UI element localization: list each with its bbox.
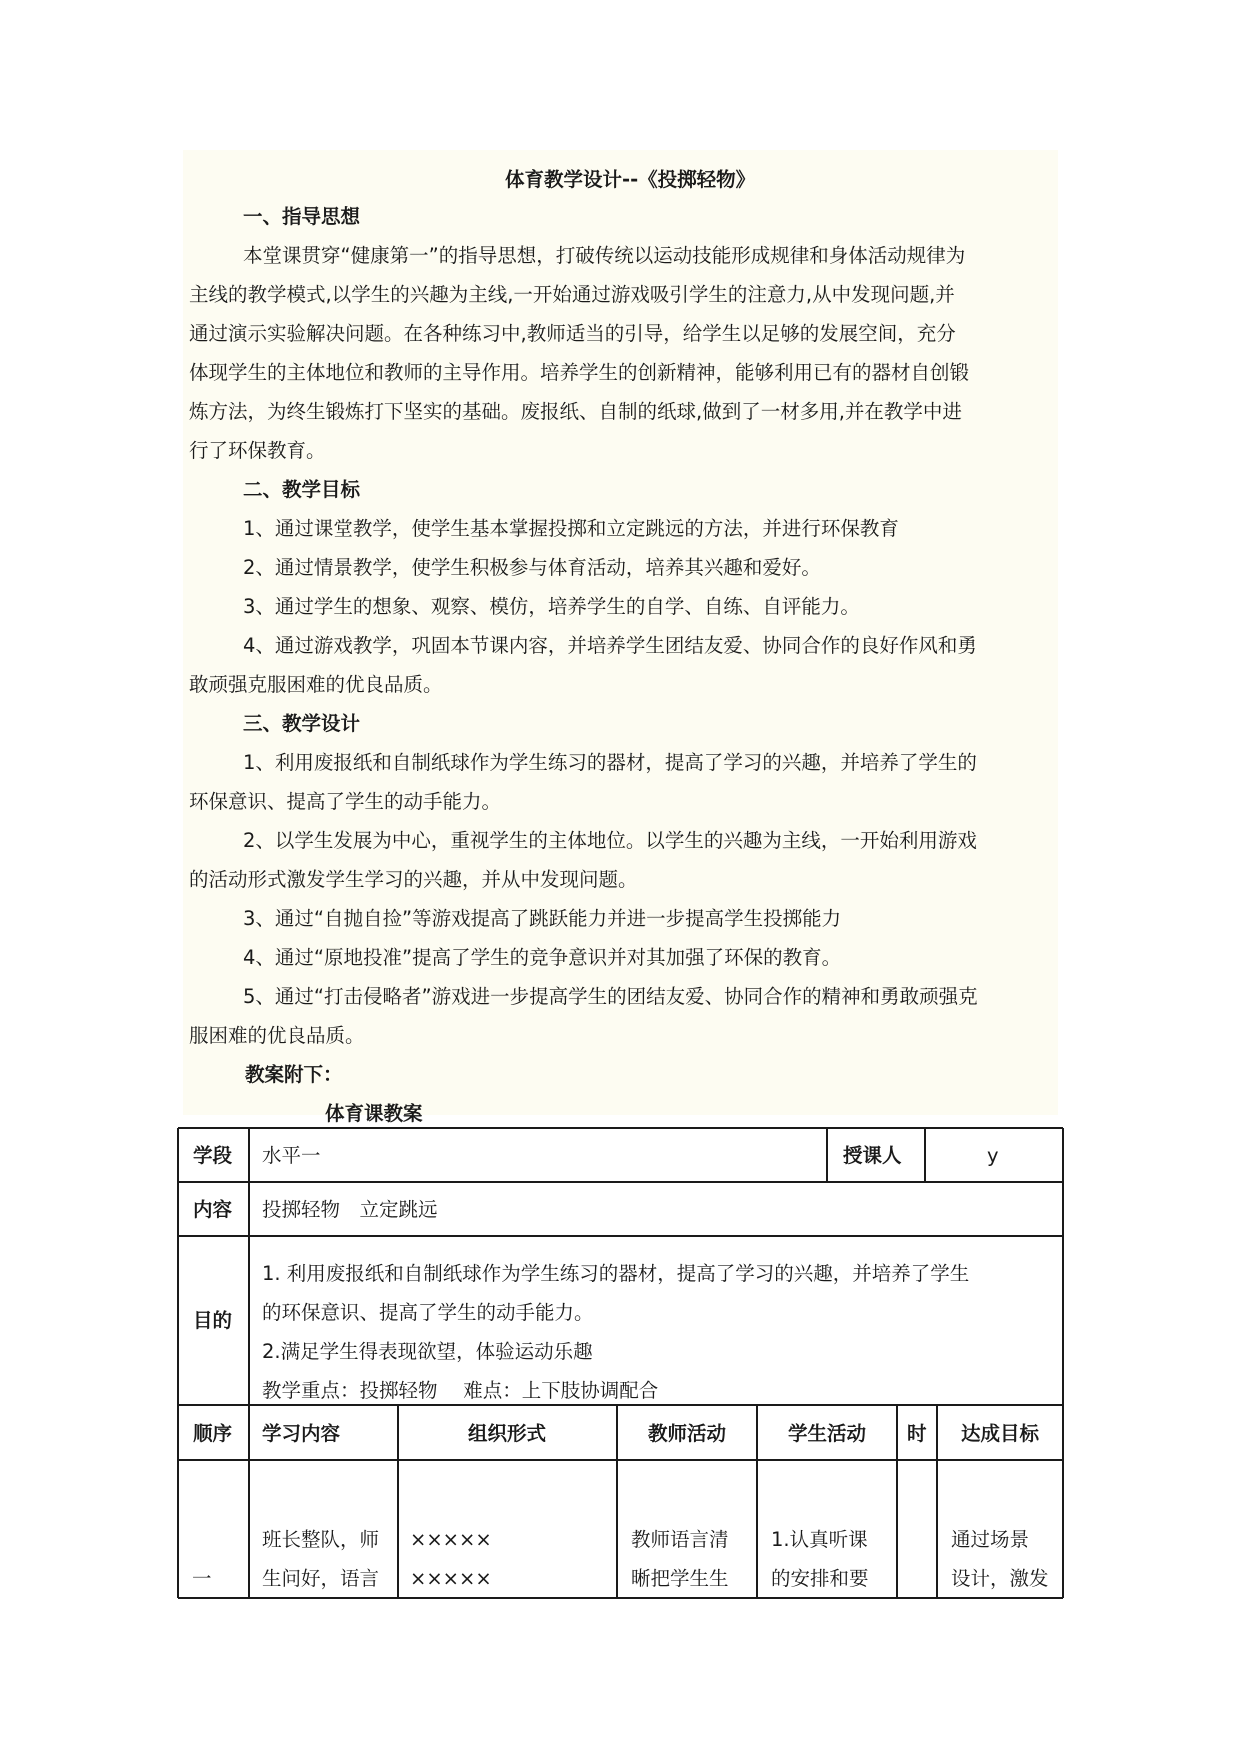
teacher-label: 授课人: [843, 1144, 902, 1167]
header-student-activity: 学生活动: [788, 1422, 867, 1445]
header-formation: 组织形式: [468, 1422, 547, 1445]
header-time: 时: [907, 1422, 927, 1445]
header-teacher-activity: 教师活动: [648, 1422, 727, 1445]
section1-line: 炼方法，为终生锻炼打下坚实的基础。废报纸、自制的纸球,做到了一材多用,并在教学中进: [189, 400, 962, 423]
row-goal-line: 设计，激发: [951, 1567, 1049, 1590]
section3-line: 环保意识、提高了学生的动手能力。: [189, 790, 502, 813]
section1-heading: 一、指导思想: [243, 205, 361, 228]
document-title: 体育教学设计--《投掷轻物》: [505, 168, 756, 191]
section3-heading: 三、教学设计: [243, 712, 361, 735]
section2-heading: 二、教学目标: [243, 478, 361, 501]
content-value: 投掷轻物 立定跳远: [262, 1198, 438, 1221]
section2-line: 敢顽强克服困难的优良品质。: [189, 673, 443, 696]
section3-line: 1、利用废报纸和自制纸球作为学生练习的器材，提高了学习的兴趣，并培养了学生的: [243, 751, 977, 774]
section3-line: 2、以学生发展为中心，重视学生的主体地位。以学生的兴趣为主线，一开始利用游戏: [243, 829, 977, 852]
section2-line: 1、通过课堂教学，使学生基本掌握投掷和立定跳远的方法，并进行环保教育: [243, 517, 899, 540]
row-student-line: 的安排和要: [771, 1567, 869, 1590]
row-formation-line: ×××××: [410, 1528, 492, 1551]
goal-line: 2.满足学生得表现欲望，体验运动乐趣: [262, 1340, 593, 1363]
section3-line: 的活动形式激发学生学习的兴趣，并从中发现问题。: [189, 868, 638, 891]
section3-line: 5、通过“打击侵略者”游戏进一步提高学生的团结友爱、协同合作的精神和勇敢顽强克: [243, 985, 978, 1008]
goal-line: 教学重点：投掷轻物 难点：上下肢协调配合: [262, 1379, 659, 1402]
section1-line: 本堂课贯穿“健康第一”的指导思想，打破传统以运动技能形成规律和身体活动规律为: [243, 244, 966, 267]
section1-line: 主线的教学模式,以学生的兴趣为主线,一开始通过游戏吸引学生的注意力,从中发现问题,并: [189, 283, 955, 306]
row-formation-line: ×××××: [410, 1567, 492, 1590]
content-label: 内容: [193, 1198, 233, 1221]
section2-line: 2、通过情景教学，使学生积极参与体育活动，培养其兴趣和爱好。: [243, 556, 821, 579]
row-student-line: 1.认真听课: [771, 1528, 868, 1551]
appendix-label: 教案附下：: [245, 1063, 343, 1086]
header-goal: 达成目标: [961, 1422, 1040, 1445]
header-order: 顺序: [193, 1422, 233, 1445]
row-content-line: 生问好，语言: [262, 1567, 380, 1590]
row-teacher-line: 晰把学生生: [631, 1567, 729, 1590]
goal-line: 1. 利用废报纸和自制纸球作为学生练习的器材，提高了学习的兴趣，并培养了学生: [262, 1262, 970, 1285]
stage-value: 水平一: [262, 1144, 321, 1167]
goal-label: 目的: [193, 1309, 233, 1332]
stage-label: 学段: [193, 1144, 233, 1167]
section3-line: 3、通过“自抛自捡”等游戏提高了跳跃能力并进一步提高学生投掷能力: [243, 907, 842, 930]
row-order: 一: [192, 1567, 212, 1590]
section2-line: 4、通过游戏教学，巩固本节课内容，并培养学生团结友爱、协同合作的良好作风和勇: [243, 634, 977, 657]
section3-line: 服困难的优良品质。: [189, 1024, 365, 1047]
row-goal-line: 通过场景: [951, 1528, 1030, 1551]
row-teacher-line: 教师语言清: [631, 1528, 729, 1551]
goal-line: 的环保意识、提高了学生的动手能力。: [262, 1301, 594, 1324]
header-content: 学习内容: [262, 1422, 341, 1445]
lesson-plan-title: 体育课教案: [325, 1102, 423, 1125]
section3-line: 4、通过“原地投准”提高了学生的竞争意识并对其加强了环保的教育。: [243, 946, 842, 969]
teacher-value: y: [987, 1144, 999, 1167]
row-content-line: 班长整队，师: [262, 1528, 380, 1551]
section1-line: 通过演示实验解决问题。在各种练习中,教师适当的引导，给学生以足够的发展空间，充分: [189, 322, 956, 345]
section1-line: 体现学生的主体地位和教师的主导作用。培养学生的创新精神，能够利用已有的器材自创锻: [189, 361, 970, 384]
section1-line: 行了环保教育。: [189, 439, 326, 462]
section2-line: 3、通过学生的想象、观察、模仿，培养学生的自学、自练、自评能力。: [243, 595, 860, 618]
